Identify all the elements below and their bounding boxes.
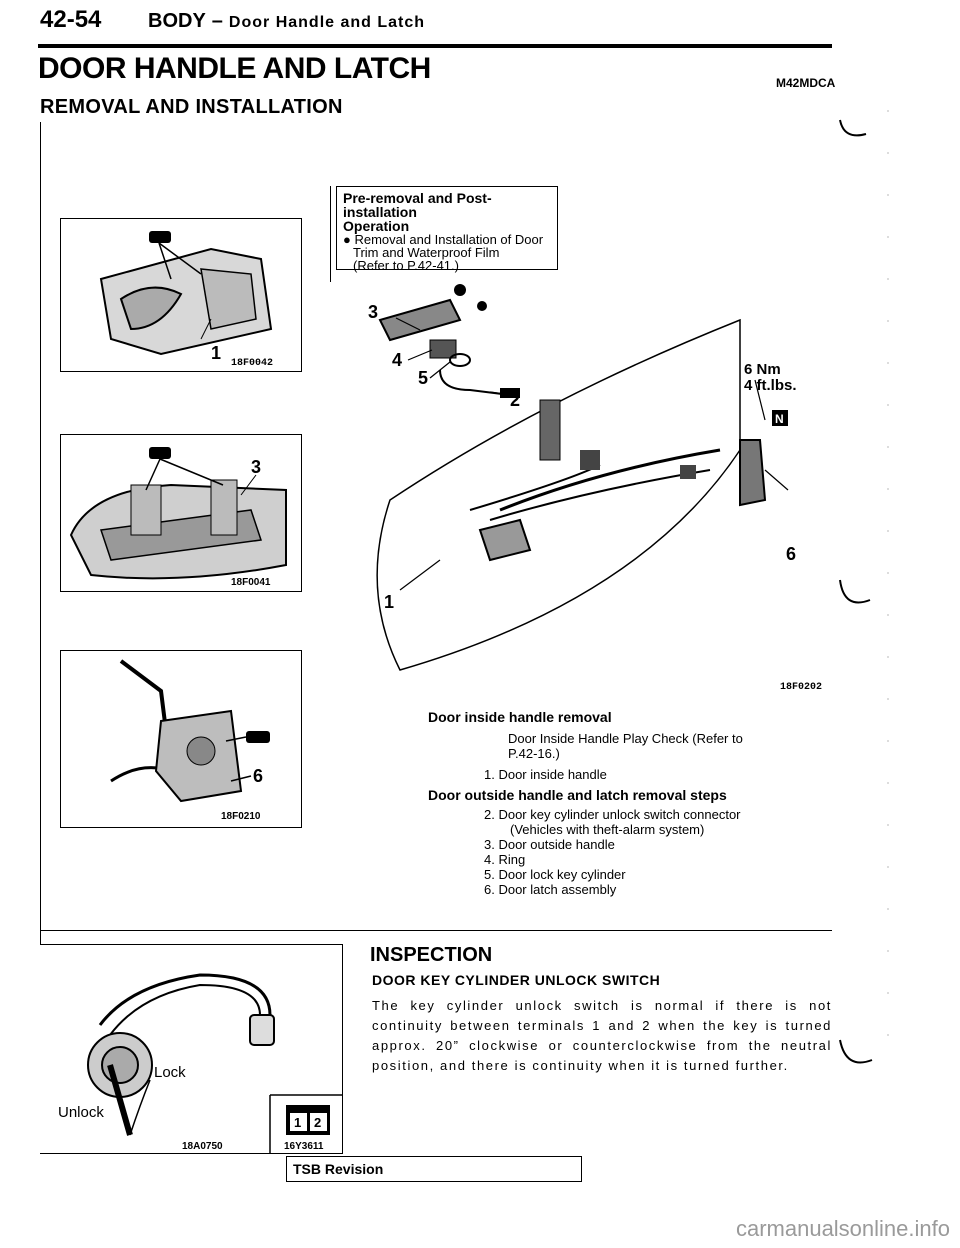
door-outline xyxy=(377,320,740,670)
callout-item-3: (Refer to P.42-41.) xyxy=(353,258,459,273)
diagram-label-5: 5 xyxy=(418,368,429,388)
key-fig-code: 18A0750 xyxy=(182,1141,223,1152)
diagram-label-1: 1 xyxy=(384,592,395,612)
figure-outside-handle xyxy=(60,434,302,592)
header-rule xyxy=(38,44,832,48)
inside-handle-part xyxy=(480,520,530,560)
fig3-label: 6 xyxy=(253,766,264,786)
fig2-label: 3 xyxy=(251,457,262,477)
latch-part xyxy=(740,440,765,505)
main-diagram-code: 18F0202 xyxy=(780,682,823,693)
header-section: BODY xyxy=(148,10,206,32)
outside-step-5: 5. Door lock key cylinder xyxy=(484,867,626,882)
lock-label: Lock xyxy=(154,1064,186,1081)
running-header xyxy=(148,10,425,33)
header-subsection: Door Handle and Latch xyxy=(228,14,426,31)
callout-heading-1: Pre-removal and Post-installation xyxy=(343,190,492,220)
terminal-2: 2 xyxy=(314,1115,322,1130)
diagram-label-4: 4 xyxy=(392,350,403,370)
tsb-revision: TSB Revision xyxy=(286,1156,582,1182)
page-title: DOOR HANDLE AND LATCH xyxy=(38,52,431,85)
rod-1 xyxy=(500,450,720,510)
diagram-label-2: 2 xyxy=(510,390,521,410)
callout-item-2: Trim and Waterproof Film xyxy=(353,245,500,260)
outside-handle-part xyxy=(380,300,460,340)
conn-fig-code: 16Y3611 xyxy=(284,1141,324,1152)
removal-steps xyxy=(428,710,828,897)
column-divider xyxy=(330,186,331,282)
document-code: M42MDCA xyxy=(776,76,836,90)
inspection-title: INSPECTION xyxy=(370,944,493,966)
outside-step-3: 3. Door outside handle xyxy=(484,837,615,852)
outside-step-2a: 2. Door key cylinder unlock switch connector xyxy=(484,807,741,822)
note-n-symbol: N xyxy=(775,412,784,426)
pre-removal-callout xyxy=(336,186,558,273)
outside-handle-illustration xyxy=(61,435,301,591)
header-separator: – xyxy=(211,10,223,32)
fig2-code: 18F0041 xyxy=(231,577,271,588)
torque-nm: 6 Nm xyxy=(744,361,781,378)
inside-step-1: 1. Door inside handle xyxy=(484,767,607,782)
torque-ftlbs: 4 ft.lbs. xyxy=(744,377,797,394)
callout-heading-2: Operation xyxy=(343,218,410,234)
figure-key-cylinder xyxy=(40,944,343,1154)
diagram-label-6: 6 xyxy=(786,544,797,564)
figure-latch xyxy=(60,650,302,828)
ring-part xyxy=(450,354,470,366)
diagram-label-3: 3 xyxy=(368,302,379,322)
fig1-label: 1 xyxy=(211,343,222,363)
outside-step-4: 4. Ring xyxy=(484,852,526,867)
inside-check-2: P.42-16.) xyxy=(508,746,560,761)
outside-heading: Door outside handle and latch removal steps xyxy=(428,787,727,803)
section-heading: REMOVAL AND INSTALLATION xyxy=(40,96,343,118)
figure-inside-handle xyxy=(60,218,302,372)
outside-step-2b: (Vehicles with theft-alarm system) xyxy=(510,822,705,837)
inside-check-1: Door Inside Handle Play Check (Refer to xyxy=(508,731,743,746)
callout-item-1: ● Removal and Installation of Door xyxy=(343,232,544,247)
terminal-1: 1 xyxy=(294,1115,302,1130)
watermark: carmanualsonline.info xyxy=(735,1216,950,1241)
key-cylinder-illustration xyxy=(40,945,342,1153)
section-divider xyxy=(40,930,832,931)
rod-holder xyxy=(540,400,560,460)
door-handle-exploded-diagram xyxy=(340,270,820,690)
latch-illustration xyxy=(61,651,301,827)
inspection-body: The key cylinder unlock switch is normal if there is not continuity between terminals 1 and 2 when the key is turned approx. 20” clockwise or counterclockwise from the neutral position, and there is continuity when it is turned further. xyxy=(372,998,832,1073)
outside-step-6: 6. Door latch assembly xyxy=(484,882,617,897)
inspection-subtitle: DOOR KEY CYLINDER UNLOCK SWITCH xyxy=(372,972,661,988)
binding-marks xyxy=(836,110,916,1110)
inside-handle-illustration xyxy=(61,219,301,371)
inside-heading: Door inside handle removal xyxy=(428,709,612,725)
rod-3 xyxy=(470,465,600,510)
fig3-code: 18F0210 xyxy=(221,811,261,822)
unlock-label: Unlock xyxy=(58,1104,104,1121)
page-number: 42-54 xyxy=(40,6,102,33)
fig1-code: 18F0042 xyxy=(231,358,274,369)
